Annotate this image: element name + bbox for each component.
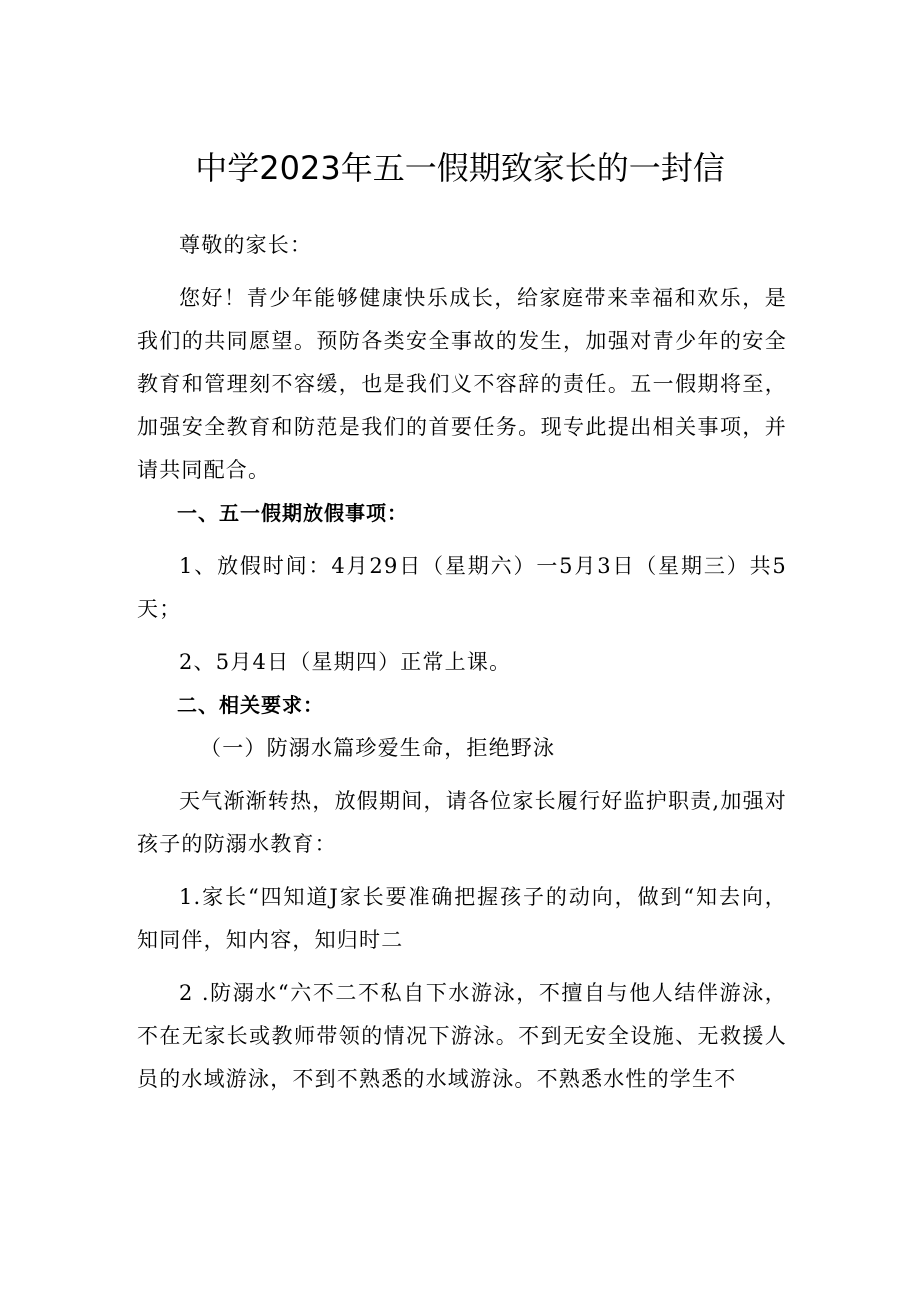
section2-paragraph1: 天气渐渐转热，放假期间，请各位家长履行好监护职责,加强对孩子的防溺水教育：	[137, 789, 787, 856]
section2-heading: 二、相关要求：	[177, 693, 324, 717]
section2-item1: 1.家长“四知道J家长要准确把握孩子的动向，做到“知去向，知同伴，知内容，知归时二	[137, 885, 787, 952]
section1-item2: 2、5月4日（星期四）正常上课。	[179, 650, 512, 674]
section2-subheading1: （一）防溺水篇珍爱生命，拒绝野泳	[200, 736, 556, 760]
intro-paragraph: 您好！青少年能够健康快乐成长，给家庭带来幸福和欢乐，是我们的共同愿望。预防各类安全事故的发生，加强对青少年的安全教育和管理刻不容缓，也是我们义不容辞的责任。五一假期将至，加强安全教育和防范是我们的首要任务。现专此提出相关事项，并请共同配合。	[137, 286, 787, 482]
section1-item1: 1、放假时间：4月29日（星期六）一5月3日（星期三）共5天；	[137, 554, 787, 621]
document-title: 中学2023年五一假期致家长的一封信	[195, 149, 725, 187]
section2-item2: 2 .防溺水“六不二不私自下水游泳，不擅自与他人结伴游泳，不在无家长或教师带领的情况下游泳。不到无安全设施、无救援人员的水域游泳，不到不熟悉的水域游泳。不熟悉水性的学生不	[137, 981, 787, 1091]
salutation: 尊敬的家长：	[179, 233, 313, 257]
letter-body	[137, 224, 787, 1101]
section1-heading: 一、五一假期放假事项：	[177, 501, 408, 525]
